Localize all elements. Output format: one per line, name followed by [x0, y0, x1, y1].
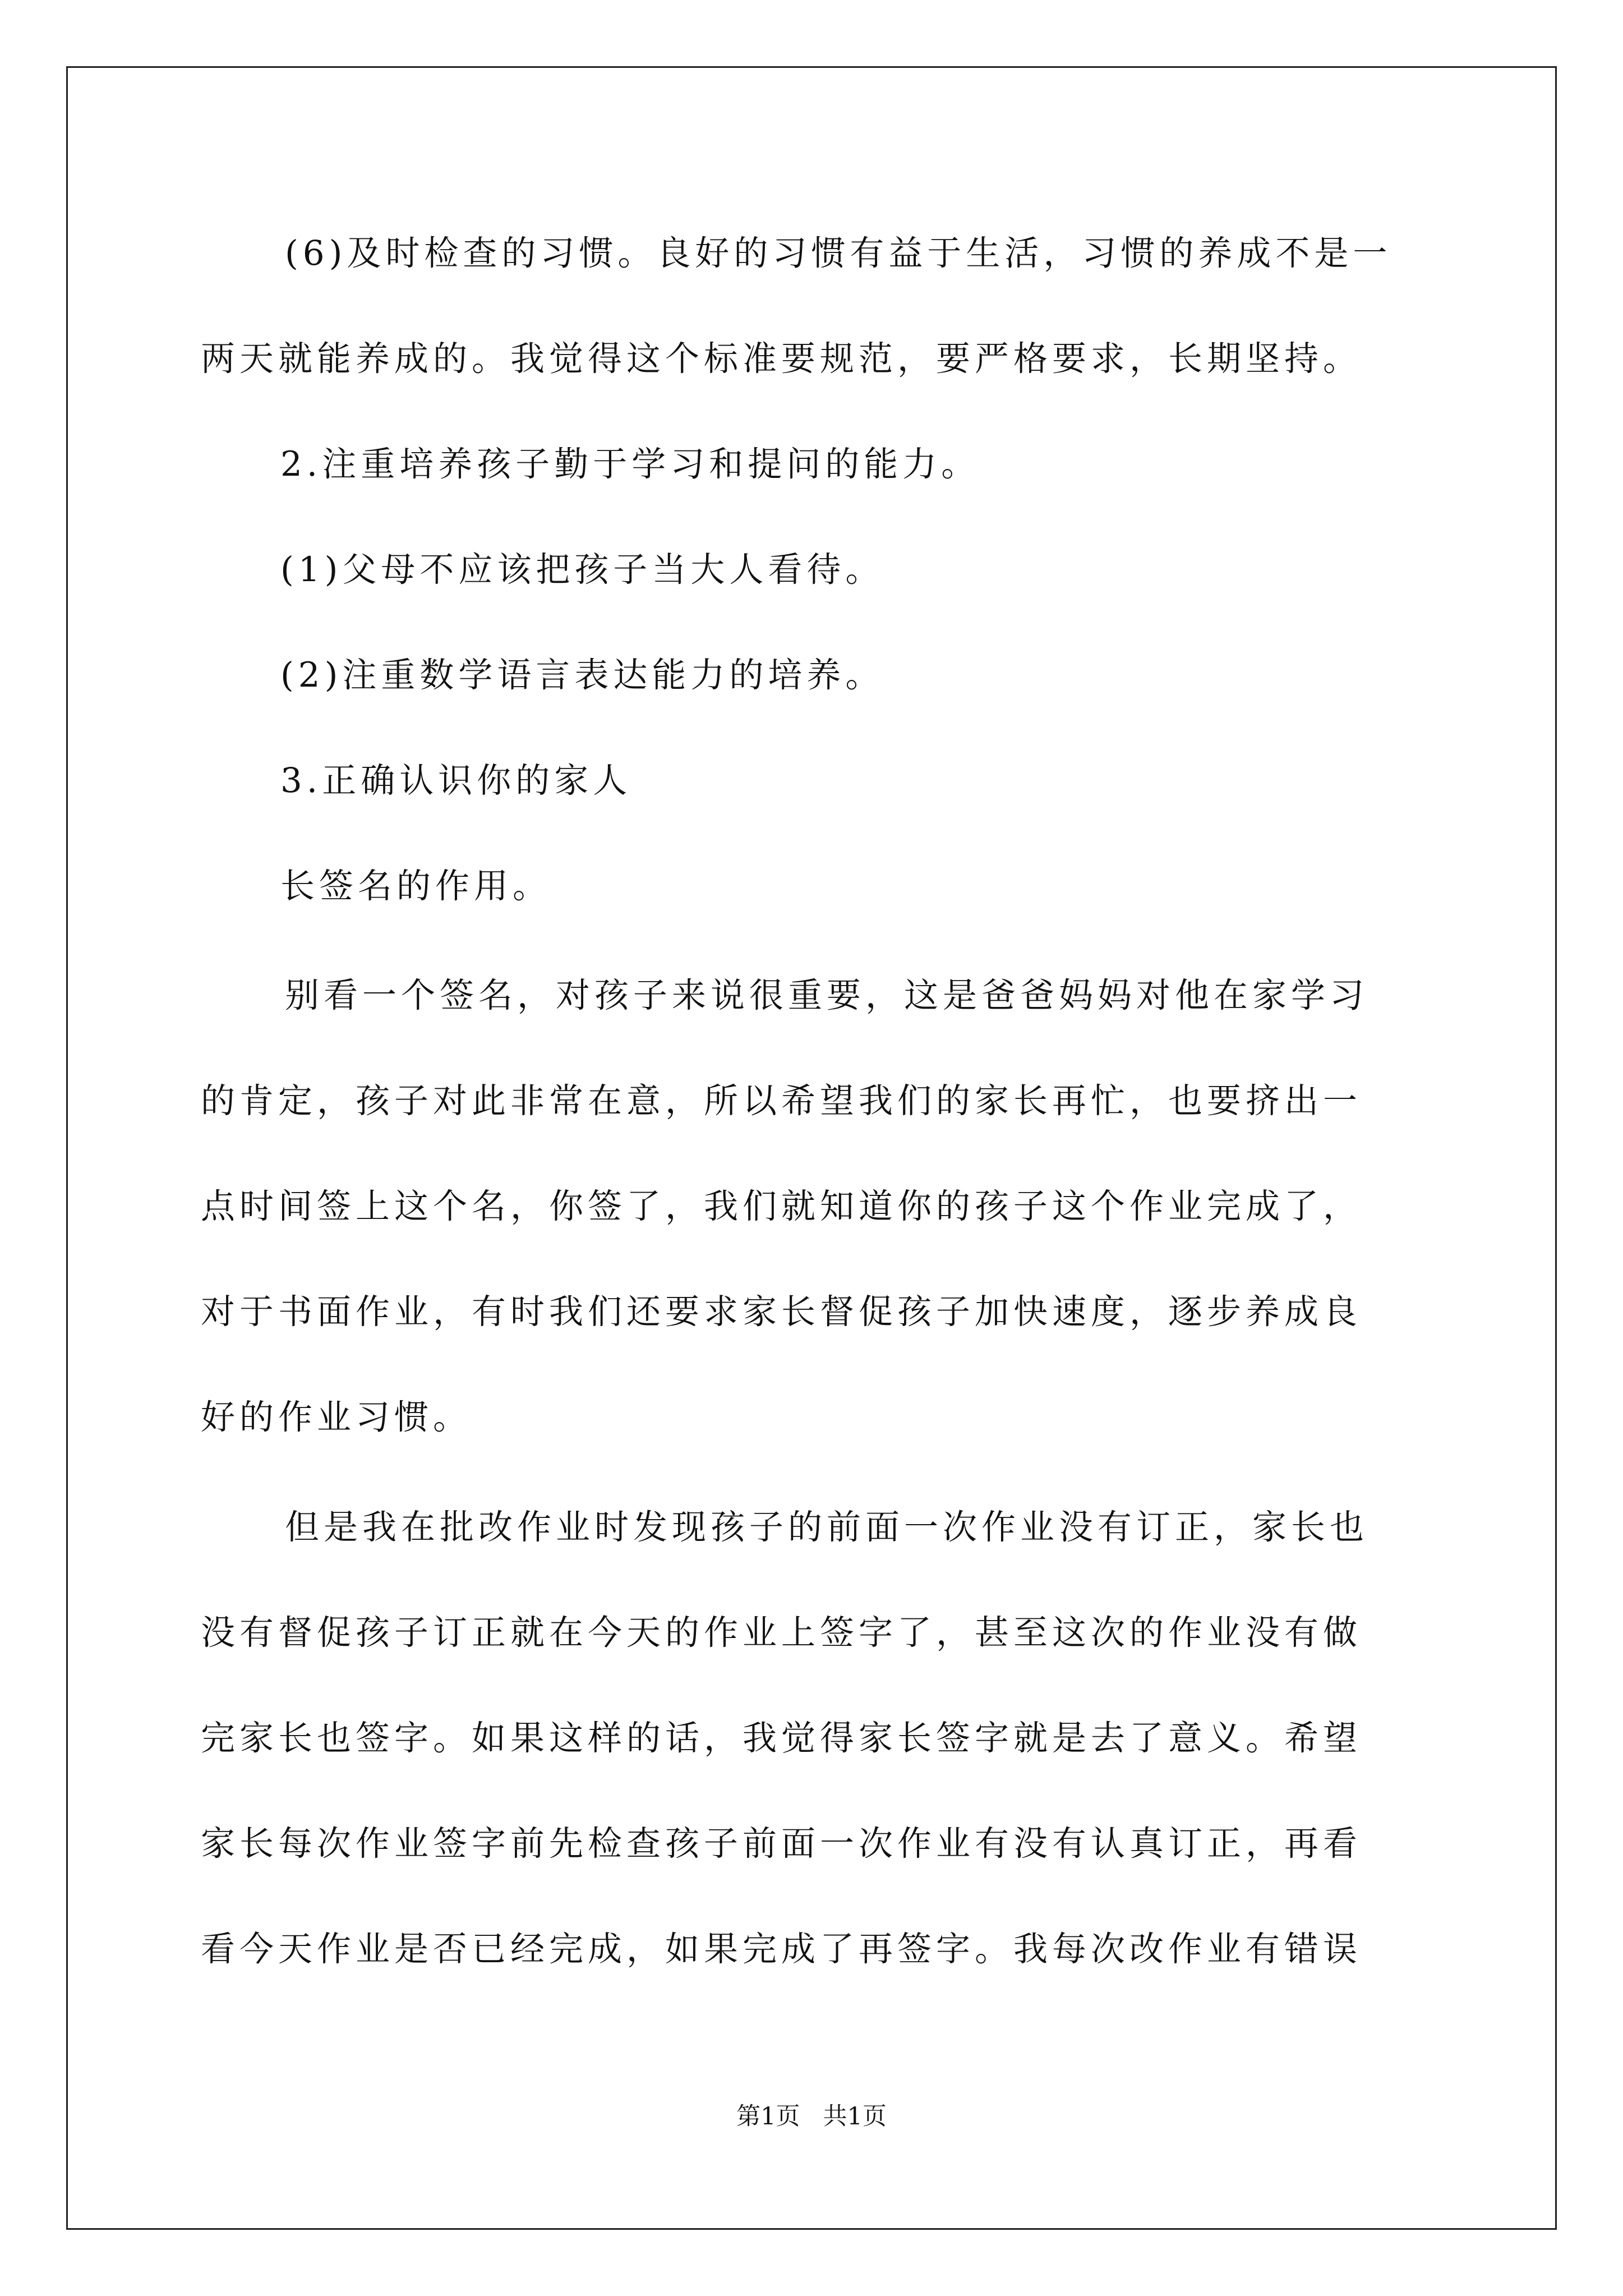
- paragraph-line: 完家长也签字。如果这样的话，我觉得家长签字就是去了意义。希望: [201, 1718, 1362, 1758]
- paragraph-line: 点时间签上这个名，你签了，我们就知道你的孩子这个作业完成了，: [201, 1186, 1362, 1226]
- paragraph-line: 看今天作业是否已经完成，如果完成了再签字。我每次改作业有错误: [201, 1929, 1362, 1969]
- paragraph-line: 的肯定，孩子对此非常在意，所以希望我们的家长再忙，也要挤出一: [201, 1081, 1362, 1121]
- paragraph-line: 好的作业习惯。: [201, 1397, 472, 1437]
- paragraph-line: 2.注重培养孩子勤于学习和提问的能力。: [280, 444, 980, 484]
- paragraph-line: 对于书面作业，有时我们还要求家长督促孩子加快速度，逐步养成良: [201, 1292, 1362, 1332]
- paragraph-line: 但是我在批改作业时发现孩子的前面一次作业没有订正，家长也: [285, 1507, 1369, 1547]
- paragraph-line: 家长每次作业签字前先检查孩子前面一次作业有没有认真订正，再看: [201, 1824, 1362, 1864]
- page-border: [66, 66, 1557, 2230]
- page-number-footer: 第1页 共1页: [736, 2102, 887, 2131]
- paragraph-line: 别看一个签名，对孩子来说很重要，这是爸爸妈妈对他在家学习: [285, 976, 1369, 1015]
- paragraph-line: (1)父母不应该把孩子当大人看待。: [280, 550, 884, 590]
- paragraph-line: 没有督促孩子订正就在今天的作业上签字了，甚至这次的作业没有做: [201, 1613, 1362, 1653]
- paragraph-line: 长签名的作用。: [280, 866, 552, 906]
- paragraph-line: (6)及时检查的习惯。良好的习惯有益于生活，习惯的养成不是一: [285, 233, 1392, 273]
- paragraph-line: 两天就能养成的。我觉得这个标准要规范，要严格要求，长期坚持。: [201, 339, 1362, 379]
- paragraph-line: (2)注重数学语言表达能力的培养。: [280, 655, 884, 695]
- paragraph-line: 3.正确认识你的家人: [280, 761, 632, 800]
